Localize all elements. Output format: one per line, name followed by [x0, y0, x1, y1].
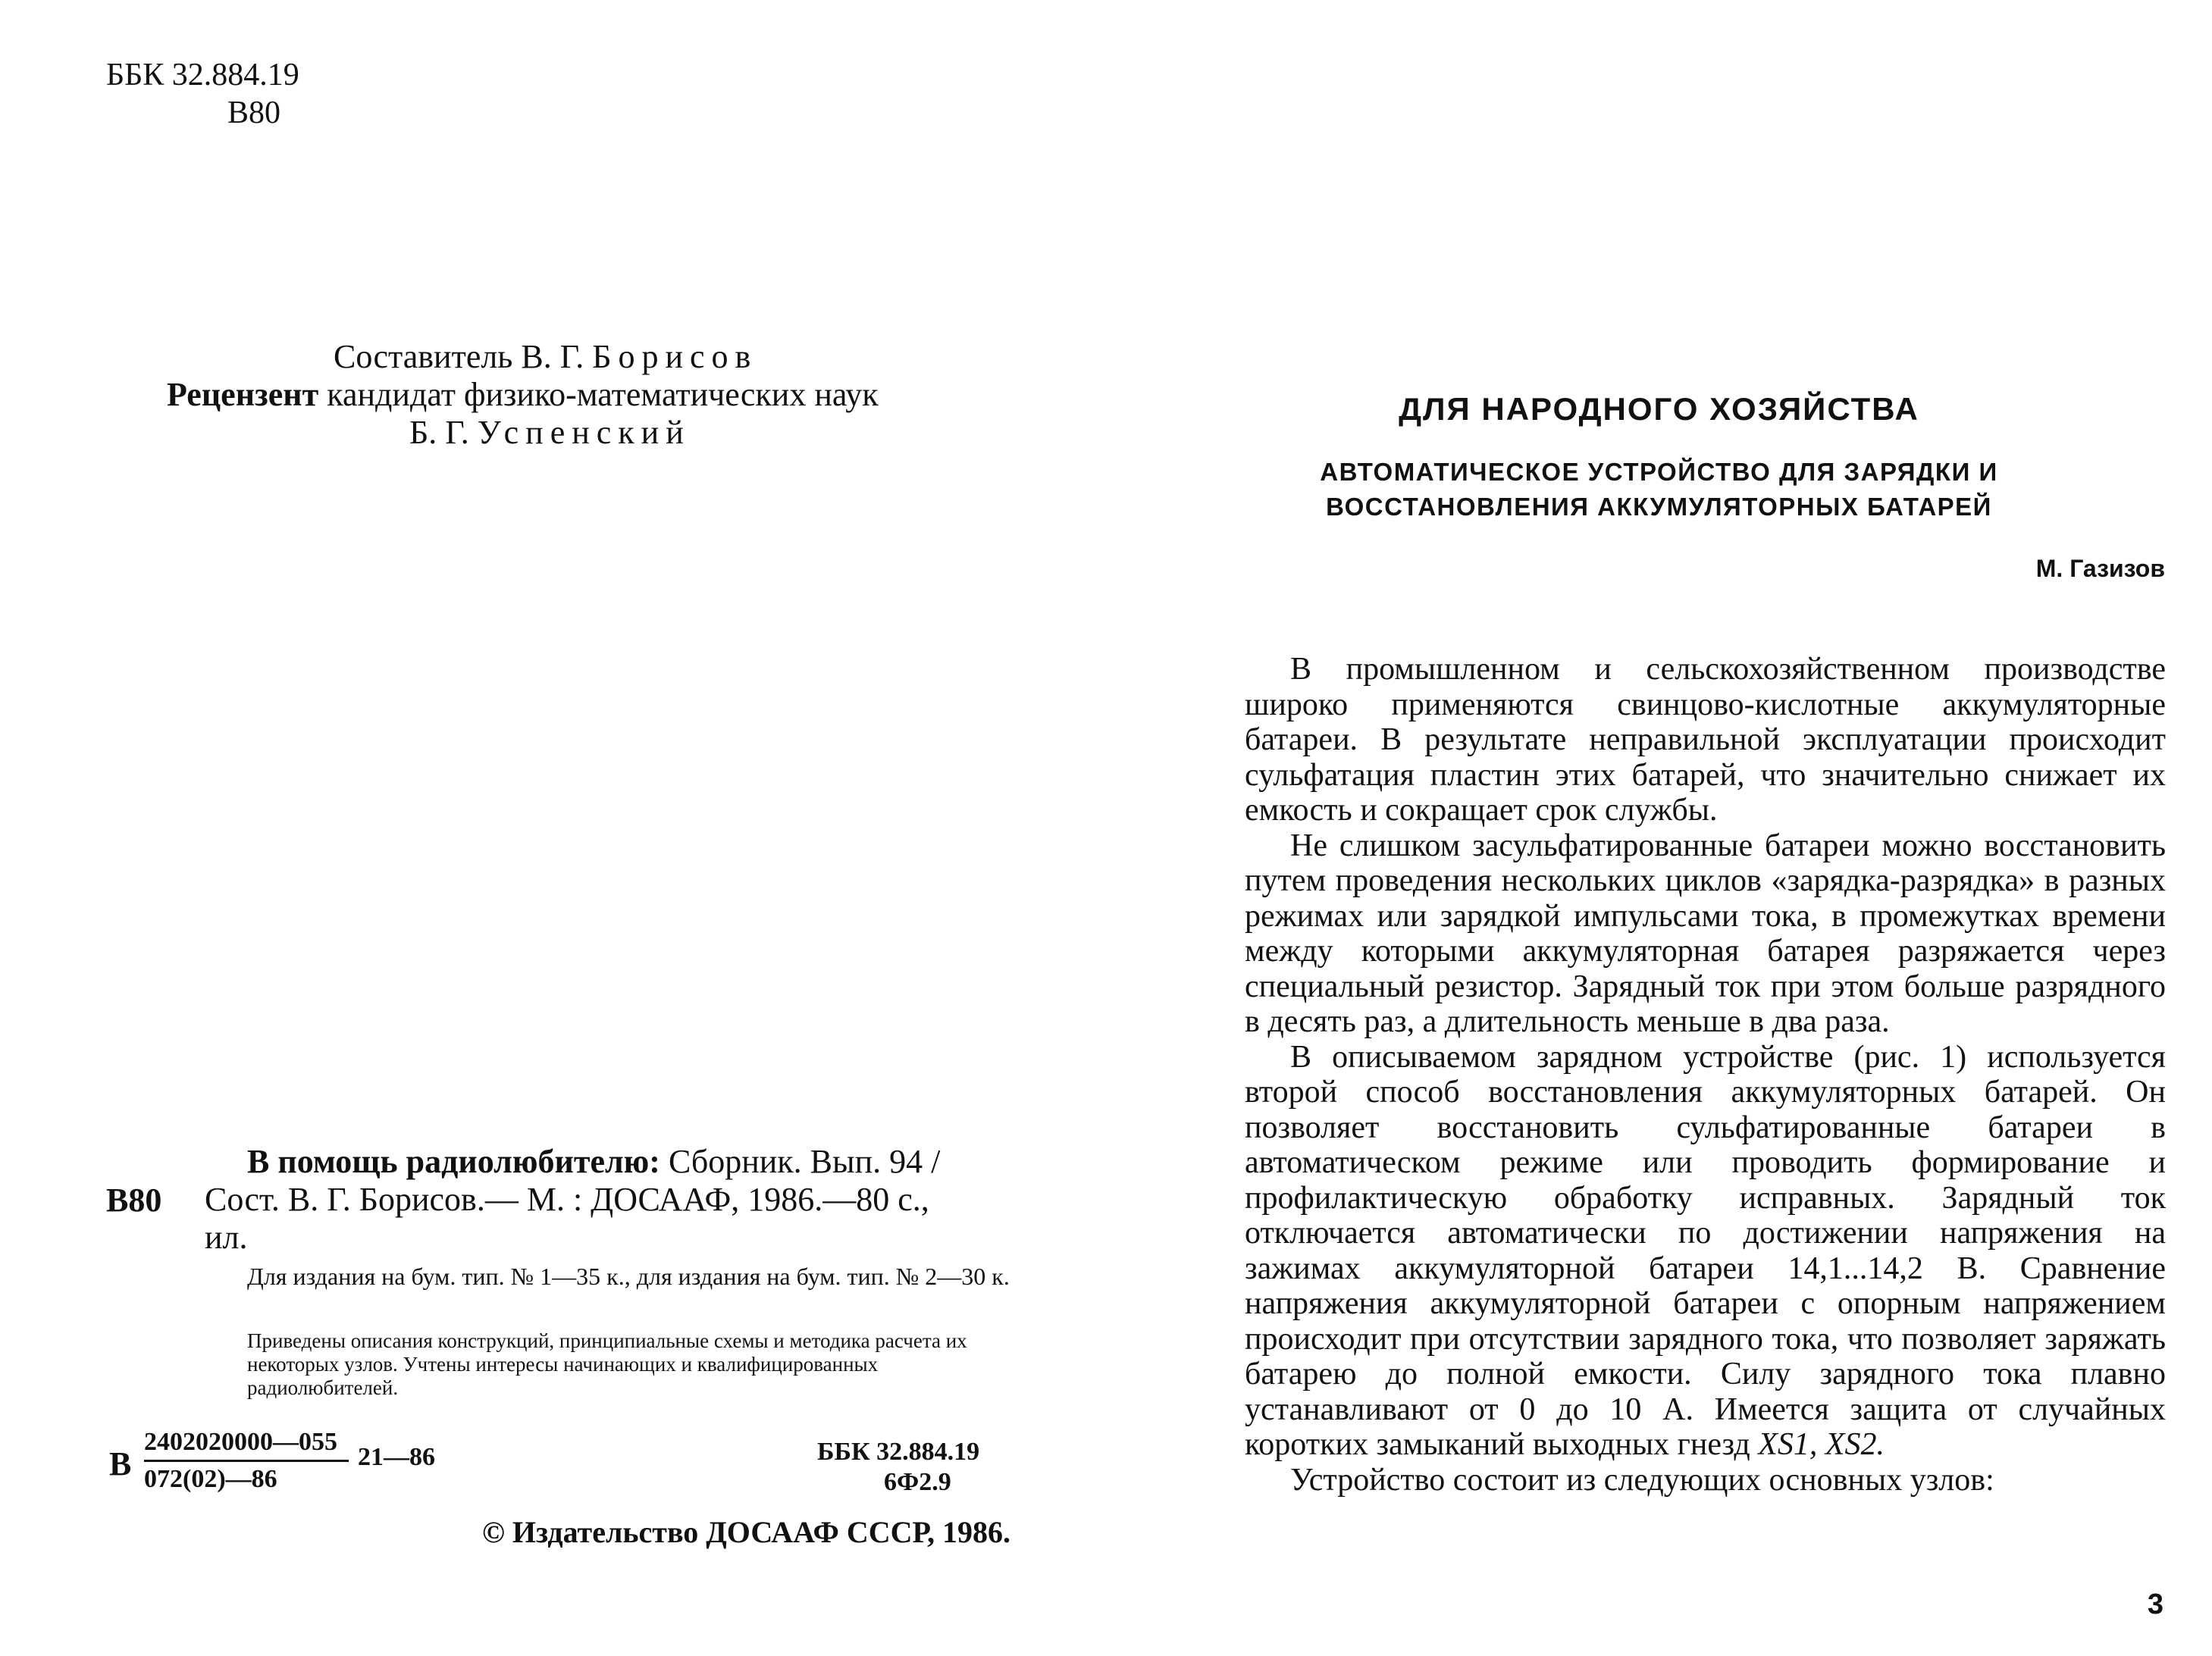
paragraph-2: Не слишком засульфатированные батареи можно восстановить путем проведения нескольких циклов «зарядка-разрядка» в разных режимах или зарядкой импульсами тока, в промежутках времени между которыми аккумуляторная батарея разряжается через специальный резистор. Зарядный ток при этом больше разрядного в десять раз, а длительность меньше в два раза. [1245, 828, 2166, 1039]
credits-block [167, 338, 1001, 452]
compiler-initials: В. Г. [521, 338, 584, 375]
bbk-bottom-code: ББК 32.884.19 [817, 1438, 980, 1466]
section-title: ДЛЯ НАРОДНОГО ХОЗЯЙСТВА [1399, 391, 1919, 427]
article-body [1245, 652, 2166, 1498]
index-suffix: 21—86 [358, 1443, 435, 1471]
reviewer-role: Рецензент [167, 376, 319, 413]
page-number: 3 [2147, 1589, 2163, 1620]
reviewer-name-line [167, 414, 1001, 452]
reviewer-title: кандидат физико-математических наук [327, 376, 879, 413]
paragraph-3 [1245, 1040, 2166, 1463]
author-name: М. Газизов [2035, 555, 2165, 582]
price-note: Для издания на бум. тип. № 1—35 к., для издания на бум. тип. № 2—30 к. [247, 1263, 1010, 1290]
catalog-title-line [205, 1143, 1008, 1181]
index-denominator: 072(02)—86 [144, 1460, 349, 1494]
catalog-entry [205, 1143, 1008, 1257]
paragraph-1: В промышленном и сельскохозяйственном производстве широко применяются свинцово-кислотные аккумуляторные батареи. В результате неправильной эксплуатации происходит сульфатация пластин этих батарей, что значительно снижает их емкость и сокращает срок службы. [1245, 652, 2166, 828]
compiler-line [167, 338, 1001, 376]
reviewer-line [167, 376, 1001, 414]
index-fraction [144, 1428, 349, 1494]
compiler-role: Составитель [334, 338, 513, 375]
reviewer-initials: Б. Г. [409, 414, 469, 451]
compiler-surname: Борисов [592, 338, 758, 375]
paragraph-4: Устройство состоит из следующих основных узлов: [1290, 1462, 1994, 1498]
reviewer-surname: Успенский [477, 414, 691, 451]
bbk-code: ББК 32.884.19 [106, 58, 299, 92]
article-title-line-2: ВОССТАНОВЛЕНИЯ АККУМУЛЯТОРНЫХ БАТАРЕЙ [1326, 493, 1992, 521]
copyright-notice: © Издательство ДОСААФ СССР, 1986. [482, 1515, 1010, 1549]
article-title [1106, 455, 2212, 524]
bbk-classification-top [106, 56, 299, 132]
bbk-classification-bottom [817, 1437, 979, 1498]
socket-labels: XS1, XS2. [1758, 1427, 1885, 1462]
paragraph-3-text: В описываемом зарядном устройстве (рис. 1) используется второй способ восстановления аккумуляторных батарей. Он позволяет восстановить сульфатированные батареи в автоматическом режиме или проводить формирование и профилактическую обработку исправных. Зарядный ток отключается автоматически по достижении напряжения на зажимах аккумуляторной батареи 14,1...14,2 В. Сравнение напряжения аккумуляторной батареи с опорным напряжением происходит при отсутствии зарядного тока, что позволяет заряжать батарею до полной емкости. Силу зарядного тока плавно устанавливают от 0 до 10 А. Имеется защита от случайных коротких замыканий выходных гнезд [1245, 1039, 2166, 1462]
catalog-line-3: ил. [205, 1219, 248, 1256]
catalog-line-2: Сост. В. Г. Борисов.— М. : ДОСААФ, 1986.—80 с., [205, 1181, 929, 1218]
catalog-title-rest: Сборник. Вып. 94 / [660, 1143, 941, 1180]
abstract-text: Приведены описания конструкций, принципиальные схемы и методика расчета их некоторых узлов. Учтены интересы начинающих и квалифицированных радиолюбителей. [247, 1329, 967, 1399]
catalog-code: В80 [106, 1182, 162, 1219]
index-numerator: 2402020000—055 [144, 1428, 337, 1456]
bbk-bottom-sub: 6Ф2.9 [884, 1468, 951, 1496]
right-page [1106, 0, 2212, 1656]
article-title-line-1: АВТОМАТИЧЕСКОЕ УСТРОЙСТВО ДЛЯ ЗАРЯДКИ И [1320, 458, 1998, 486]
bbk-index: В80 [227, 95, 281, 130]
index-letter: В [109, 1445, 132, 1482]
catalog-title: В помощь радиолюбителю: [247, 1143, 660, 1180]
